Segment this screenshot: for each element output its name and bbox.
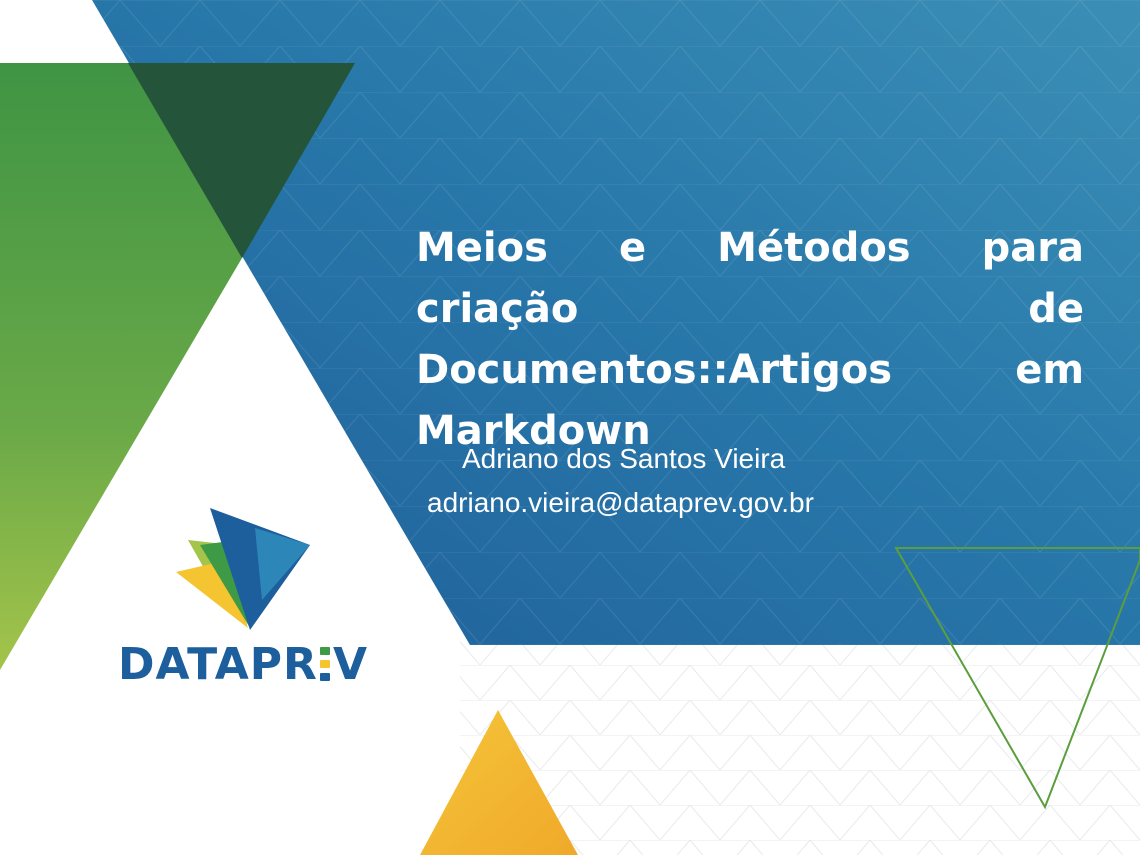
slide-title: Meios e Métodos para criação de Documentos::Artigos em Markdown [416, 225, 1084, 454]
e-stripe-blue [320, 673, 330, 681]
dataprev-wordmark [118, 638, 368, 690]
author-email: adriano.vieira@dataprev.gov.br [427, 487, 814, 518]
e-stripe-yellow [320, 660, 330, 668]
wordmark-e-stripes [320, 647, 330, 681]
e-stripe-green [320, 647, 330, 655]
wordmark-text-end: V [332, 638, 368, 690]
dataprev-logo-mark [176, 508, 310, 630]
grey-mesh-pattern [460, 640, 1140, 855]
wordmark-text-start: DATAPR [118, 638, 318, 690]
author-name: Adriano dos Santos Vieira [462, 443, 786, 474]
